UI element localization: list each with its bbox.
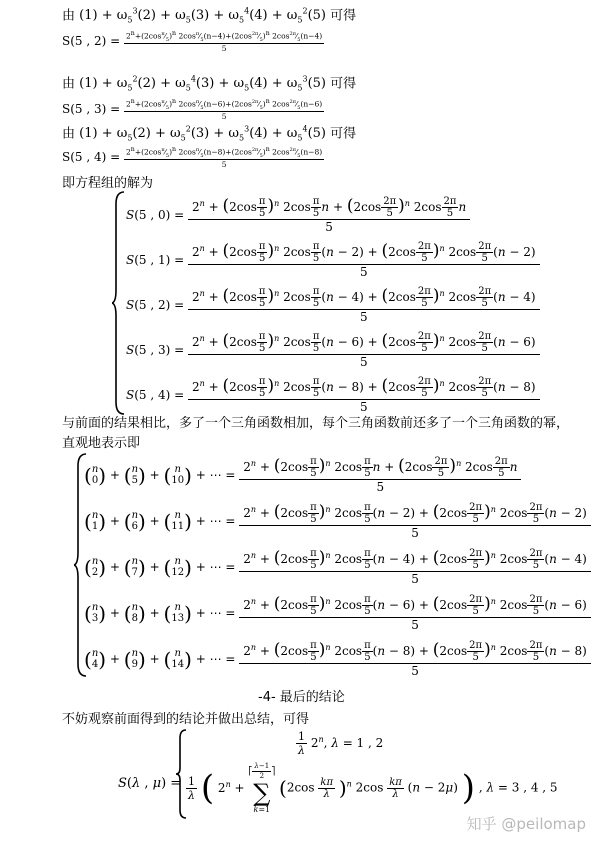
- system1-fraction: $2^n + (2\cos$ $\frac{\pi}{5}$ )$^n$ 2cos $\frac{\pi}{5}$ n + (2cos $\frac{2\pi}{5}$ )$^n$ 2cos $\frac{2\pi}{5}$ n 5: [188, 196, 470, 234]
- system1-lhs: S(5 , 3) =: [126, 343, 185, 357]
- system2-lhs: ( n 0 ) + ( n 5 ) + ( n 10 ) + ⋯ =: [84, 463, 236, 487]
- system1-row-0: [126, 196, 470, 234]
- system2-fraction: $2^n + (2\cos$ $\frac{\pi}{5}$ )$^n$ 2cos $\frac{\pi}{5}$ (n − 4) + (2cos $\frac{2\pi}{5}$ )$^n$ 2cos $\frac{2\pi}{5}$ (n − 4) 5: [239, 548, 591, 586]
- system1-row-1: [126, 241, 540, 279]
- system1-fraction: $2^n + (2\cos$ $\frac{\pi}{5}$ )$^n$ 2cos $\frac{\pi}{5}$ (n − 2) + (2cos $\frac{2\pi}{5}$ )$^n$ 2cos $\frac{2\pi}{5}$ (n − 2) 5: [188, 241, 540, 279]
- system1-lhs: S(5 , 0) =: [126, 208, 185, 222]
- system2-row-4: [84, 640, 591, 678]
- step1-expr: $(1) + \omega_5^3(2) + \omega_5(3) + \omega_5^4(4) + \omega_5^2(5)$: [79, 7, 326, 25]
- system2-row-0: [84, 456, 521, 494]
- system1-fraction: $2^n + (2\cos$ $\frac{\pi}{5}$ )$^n$ 2cos $\frac{\pi}{5}$ (n − 4) + (2cos $\frac{2\pi}{5}$ )$^n$ 2cos $\frac{2\pi}{5}$ (n − 4) 5: [188, 286, 540, 324]
- final-lhs: S(λ , μ) =: [118, 776, 182, 791]
- eq-s54-small: S(5 , 4) = $\frac{2^n+(2\cos^\pi⁄_5)^n 2\cos^\pi⁄_5(n-8)+(2\cos^{2\pi}⁄_5)^n 2\cos^{2\pi}⁄_5(n-8)}{5}$: [62, 146, 323, 169]
- system2-lhs: ( n 3 ) + ( n 8 ) + ( n 13 ) + ⋯ =: [84, 601, 236, 625]
- eq-s53-small: S(5 , 3) = $\frac{2^n+(2\cos^\pi⁄_5)^n 2\cos^\pi⁄_5(n-6)+(2\cos^{2\pi}⁄_5)^n 2\cos^{2\pi}⁄_5(n-6)}{5}$: [62, 98, 323, 121]
- system1-lhs: S(5 , 1) =: [126, 253, 185, 267]
- system1-fraction: $2^n + (2\cos$ $\frac{\pi}{5}$ )$^n$ 2cos $\frac{\pi}{5}$ (n − 8) + (2cos $\frac{2\pi}{5}$ )$^n$ 2cos $\frac{2\pi}{5}$ (n − 8) 5: [188, 376, 540, 414]
- eq-s52-small: S(5 , 2) = $\frac{2^n+(2\cos^\pi⁄_5)^n 2\cos^\pi⁄_5(n-4)+(2\cos^{2\pi}⁄_5)^n 2\cos^{2\pi}⁄_5(n-4)}{5}$: [62, 30, 323, 53]
- system2-row-3: [84, 594, 591, 632]
- step3-lead: 由: [62, 126, 76, 142]
- system1-lhs: S(5 , 4) =: [126, 388, 185, 402]
- watermark: 知乎 @peilomap: [466, 815, 586, 833]
- compare-line1: 与前面的结果相比，多了一个三角函数相加，每个三角函数前还多了一个三角函数的幂，: [62, 416, 570, 431]
- step1-line: [62, 4, 356, 29]
- system1-row-3: [126, 331, 540, 369]
- system2-fraction: $2^n + (2\cos$ $\frac{\pi}{5}$ )$^n$ 2cos $\frac{\pi}{5}$ (n − 6) + (2cos $\frac{2\pi}{5}$ )$^n$ 2cos $\frac{2\pi}{5}$ (n − 6) 5: [239, 594, 591, 632]
- step1-lead: 由: [62, 8, 76, 24]
- system2-fraction: $2^n + (2\cos$ $\frac{\pi}{5}$ )$^n$ 2cos $\frac{\pi}{5}$ (n − 2) + (2cos $\frac{2\pi}{5}$ )$^n$ 2cos $\frac{2\pi}{5}$ (n − 2) 5: [239, 502, 591, 540]
- system1-lhs: S(5 , 2) =: [126, 298, 185, 312]
- system1-row-2: [126, 286, 540, 324]
- system2-fraction: $2^n + (2\cos$ $\frac{\pi}{5}$ )$^n$ 2cos $\frac{\pi}{5}$ (n − 8) + (2cos $\frac{2\pi}{5}$ )$^n$ 2cos $\frac{2\pi}{5}$ (n − 8) 5: [239, 640, 591, 678]
- section-heading: -4- 最后的结论: [258, 690, 345, 705]
- solution-intro: 即方程组的解为: [62, 176, 154, 191]
- step2-lead: 由: [62, 76, 76, 92]
- system2-row-1: [84, 502, 591, 540]
- step2-line: [62, 72, 356, 97]
- compare-line2: 直观地表示即: [62, 436, 141, 451]
- system2-lhs: ( n 1 ) + ( n 6 ) + ( n 11 ) + ⋯ =: [84, 509, 236, 533]
- step2-tail: 可得: [330, 76, 357, 92]
- conclusion-intro: 不妨观察前面得到的结论并做出总结，可得: [62, 712, 310, 727]
- step3-line: [62, 122, 356, 147]
- step3-tail: 可得: [330, 126, 357, 142]
- system2-row-2: [84, 548, 591, 586]
- left-brace-system1: [112, 190, 126, 419]
- system1-row-4: [126, 376, 540, 414]
- system2-fraction: $2^n + (2\cos$ $\frac{\pi}{5}$ )$^n$ 2cos $\frac{\pi}{5}$ n + (2cos $\frac{2\pi}{5}$ )$^n$ 2cos $\frac{2\pi}{5}$ n 5: [239, 456, 521, 494]
- final-case1: $\frac{1}{\lambda}$ 2$^n$, λ = 1 , 2: [298, 730, 384, 757]
- system2-lhs: ( n 4 ) + ( n 9 ) + ( n 14 ) + ⋯ =: [84, 647, 236, 671]
- system2-lhs: ( n 2 ) + ( n 7 ) + ( n 12 ) + ⋯ =: [84, 555, 236, 579]
- step3-expr: $(1) + \omega_5(2) + \omega_5^2(3) + \omega_5^3(4) + \omega_5^4(5)$: [79, 125, 326, 143]
- step2-expr: $(1) + \omega_5^2(2) + \omega_5^4(3) + \omega_5(4) + \omega_5^3(5)$: [79, 75, 326, 93]
- system1-fraction: $2^n + (2\cos$ $\frac{\pi}{5}$ )$^n$ 2cos $\frac{\pi}{5}$ (n − 6) + (2cos $\frac{2\pi}{5}$ )$^n$ 2cos $\frac{2\pi}{5}$ (n − 6) 5: [188, 331, 540, 369]
- step1-tail: 可得: [330, 8, 357, 24]
- final-case2: $\frac{1}{\lambda}$ ( $2^n$ + ⎡ $\frac{\lambda-1}{2}$ ⎤ ∑ k=1 (2cos $\frac{k\pi}{\lambda}$ )$^n$ 2cos $\frac{k\pi}{\lambda}$ (n − 2μ) ) , λ = 3 , 4 , 5: [188, 762, 558, 814]
